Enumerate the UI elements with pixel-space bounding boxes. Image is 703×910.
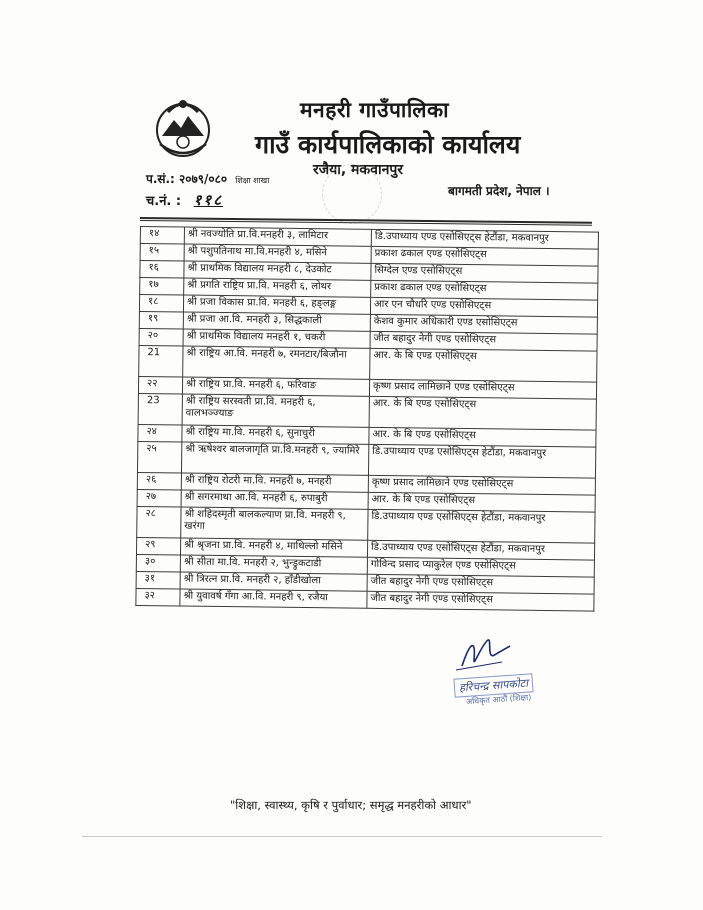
serial-number-cell: १४ [140, 227, 184, 245]
consultant-cell: जीत बहादुर नेगी एण्ड एसोसिएट्स [370, 331, 597, 351]
office-title: गाउँ कार्यपालिकाको कार्यालय [255, 130, 521, 159]
serial-number-cell: १५ [140, 244, 184, 262]
school-name-cell: श्री राष्ट्रिय रोटरी मा.वि. मनहरी ७, मनहरी [181, 473, 368, 492]
consultant-cell: सिग्देल एण्ड एसोसिएट्स [371, 263, 598, 283]
dispatch-value: ११८ [193, 191, 224, 209]
municipality-title: मनहरी गाउँपालिका [300, 98, 450, 122]
serial-number-cell: ३० [136, 554, 180, 572]
handwritten-signature [452, 632, 512, 672]
school-name-cell: श्री सगरमाथा आ.वि. मनहरी ६, रुपाबुरी [181, 490, 368, 509]
school-name-cell: श्री पशुपतिनाथ मा.वि.मनहरी ४, मसिने [184, 244, 371, 263]
dispatch-label: च.नं. : [146, 194, 182, 209]
serial-number-cell: २६ [137, 472, 181, 490]
school-name-cell: श्री राष्ट्रिय सरस्वती प्रा.वि. मनहरी ६, वालभञ्ज्याङ [182, 394, 369, 427]
footer-motto: "शिक्षा, स्वास्थ्य, कृषि र पुर्वाधार; समृद्ध मनहरीको आधार" [230, 798, 472, 812]
school-name-cell: श्री प्रजा आ.वि. मनहरी ३, सिद्धकाली [183, 312, 370, 331]
consultant-cell: गोविन्द प्रसाद प्याकुरेल एण्ड एसोसिएट्स [367, 557, 594, 577]
school-name-cell: श्री युवावर्ष गँगा आ.वि. मनहरी ९, रजैया [180, 589, 367, 608]
consultant-cell: डि.उपाध्याय एण्ड एसोसिएट्स हेटौंडा, मकवानपुर [371, 229, 598, 249]
school-name-cell: श्री सीता मा.वि. मनहरी २, भुन्ड्रुकटाडी [180, 555, 367, 574]
serial-number-cell: २८ [137, 506, 181, 538]
school-name-cell: श्री प्रगति राष्ट्रिय प्रा.वि. मनहरी ६, लोथर [184, 278, 371, 297]
consultant-cell: आर एन चौधरि एण्ड एसोसिएट्स [370, 297, 597, 317]
reference-number [146, 170, 269, 187]
school-name-cell: श्री ऋषेश्वर बालजागृति प्रा.वि.मनहरी ९, ज्यामिरे [181, 442, 368, 475]
reference-label: प.सं.: २०७९/०८० [146, 172, 228, 186]
dispatch-number [146, 190, 223, 210]
school-name-cell: श्री प्राथमिक विद्यालय मनहरी १, चकरी [183, 329, 370, 348]
school-name-cell: श्री नवज्योति प्रा.वि.मनहरी ३, लामिटार [184, 227, 371, 246]
school-consultant-table [135, 226, 599, 612]
school-name-cell: श्री राष्ट्रिय आ.वि. मनहरी ७, रमनटार/बिजौना [183, 346, 370, 379]
signer-name: हरिचन्द्र सापकोटा [453, 673, 533, 697]
consultant-cell: केशव कुमार अधिकारी एण्ड एसोसिएट्स [370, 314, 597, 334]
serial-number-cell: ३२ [136, 588, 180, 606]
serial-number-cell: २९ [136, 537, 180, 555]
school-name-cell: श्री राष्ट्रिय प्रा.वि. मनहरी ६, फरिवाङ [182, 377, 369, 396]
footer-divider [82, 836, 602, 837]
serial-number-cell: १७ [140, 278, 184, 296]
serial-number-cell: 23 [138, 393, 182, 425]
school-name-cell: श्री शहिदस्मृती बालकल्याण प्रा.वि. मनहरी ९, खरंगा [181, 507, 368, 540]
serial-number-cell: २७ [137, 489, 181, 507]
serial-number-cell: २४ [138, 424, 182, 442]
consultant-cell: जीत बहादुर नेगी एण्ड एसोसिएट्स [367, 591, 594, 611]
consultant-cell: कृष्ण प्रसाद लामिछाने एण्ड एसोसिएट्स [369, 379, 596, 399]
consultant-cell: प्रकाश ढकाल एण्ड एसोसिएट्स [371, 246, 598, 266]
serial-number-cell: २० [139, 328, 183, 346]
province-label: बागमती प्रदेश, नेपाल । [448, 184, 550, 198]
serial-number-cell: २५ [137, 441, 181, 473]
consultant-cell: डि.उपाध्याय एण्ड एसोसिएट्स हेटौंडा, मकवानपुर [367, 540, 594, 560]
consultant-cell: जीत बहादुर नेगी एण्ड एसोसिएट्स [367, 574, 594, 594]
school-name-cell: श्री राष्ट्रिय मा.वि. मनहरी ६, सुनाचुरी [182, 425, 369, 444]
section-label: शिक्षा शाखा [235, 176, 270, 185]
school-name-cell: श्री श्रृजना प्रा.वि. मनहरी ४, माथिल्लो मसिने [180, 538, 367, 557]
nepal-government-emblem-icon [148, 92, 218, 162]
school-name-cell: श्री त्रिरत्न प्रा.वि. मनहरी २, हाँडीखोला [180, 572, 367, 591]
office-address: रजैया, मकवानपुर [313, 162, 404, 178]
school-name-cell: श्री प्रजा विकास प्रा.वि. मनहरी ६, हङ्लङ्ग [183, 295, 370, 314]
consultant-cell: डि.उपाध्याय एण्ड एसोसिएट्स हेटौंडा, मकवानपुर [368, 444, 595, 478]
consultant-cell: आर. के बि एण्ड एसोसिएट्स [368, 492, 595, 512]
serial-number-cell: ३१ [136, 571, 180, 589]
consultant-cell: आर. के बि एण्ड एसोसिएट्स [369, 396, 596, 430]
consultant-cell: कृष्ण प्रसाद लामिछाने एण्ड एसोसिएट्स [368, 475, 595, 495]
serial-number-cell: १६ [140, 261, 184, 279]
serial-number-cell: १९ [139, 311, 183, 329]
consultant-cell: आर. के बि एण्ड एसोसिएट्स [369, 427, 596, 447]
consultant-cell: डि.उपाध्याय एण्ड एसोसिएट्स हेटौंडा, मकवानपुर [368, 509, 595, 543]
consultant-cell: आर. के बि एण्ड एसोसिएट्स [370, 348, 597, 382]
signer-designation: अधिकृत आठौं (शिक्षा) [465, 692, 532, 707]
serial-number-cell: २२ [138, 376, 182, 394]
office-stamp [322, 164, 382, 224]
consultant-cell: प्रकाश ढकाल एण्ड एसोसिएट्स [371, 280, 598, 300]
serial-number-cell: 21 [139, 345, 183, 377]
serial-number-cell: १८ [139, 295, 183, 313]
school-name-cell: श्री प्राथमिक विद्यालय मनहरी ८, देउकोट [184, 261, 371, 280]
